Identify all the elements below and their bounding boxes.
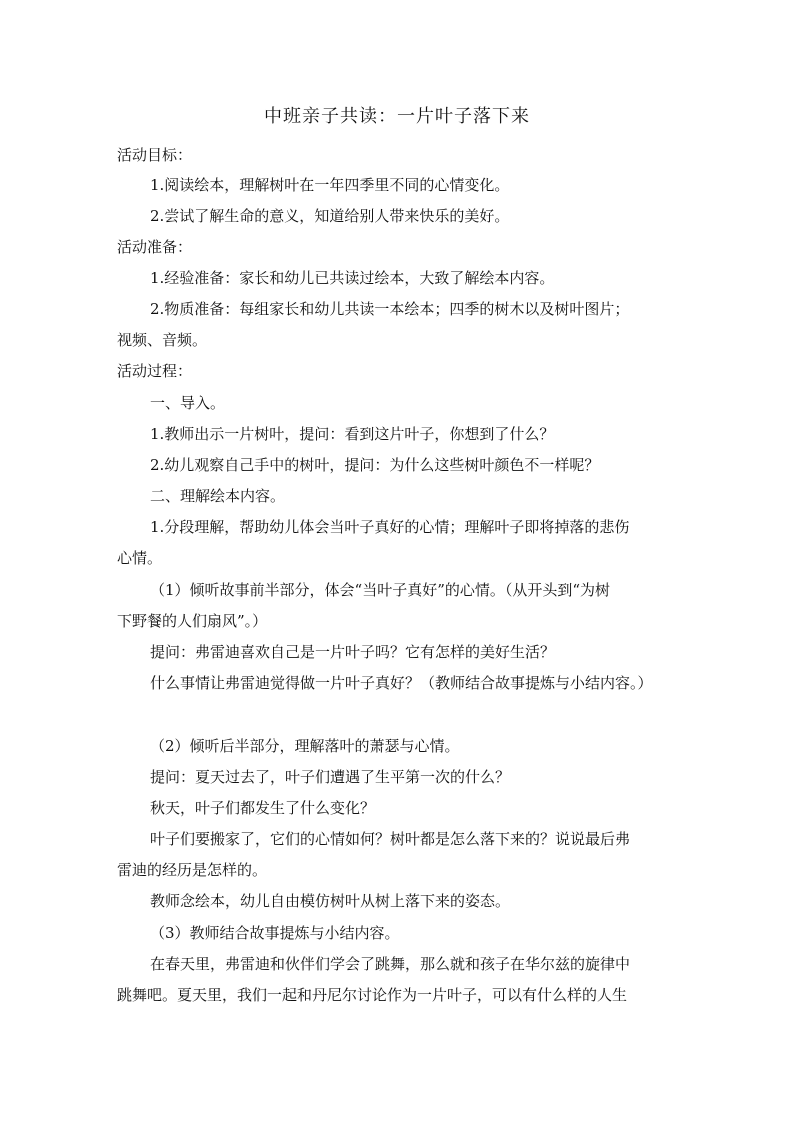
goal-item: 2.尝试了解生命的意义，知道给别人带来快乐的美好。: [150, 207, 510, 225]
prep-item: 2.物质准备：每组家长和幼儿共读一本绘本；四季的树木以及树叶图片；: [150, 300, 630, 318]
goals-heading: 活动目标：: [117, 146, 193, 164]
goal-item: 1.阅读绘本，理解树叶在一年四季里不同的心情变化。: [150, 176, 510, 194]
list-item: 1.教师出示一片树叶，提问：看到这片叶子，你想到了什么？: [150, 425, 555, 443]
section-heading: 一、导入。: [150, 394, 226, 412]
section-heading: 二、理解绘本内容。: [150, 487, 286, 505]
paragraph-continuation: 跳舞吧。夏天里，我们一起和丹尼尔讨论作为一片叶子，可以有什么样的人生: [117, 986, 628, 1004]
page-title: 中班亲子共读：一片叶子落下来: [264, 106, 530, 127]
question-continuation: 雷迪的经历是怎样的。: [117, 861, 268, 879]
paragraph-continuation: 下野餐的人们扇风”。）: [117, 612, 268, 630]
process-heading: 活动过程：: [117, 362, 193, 380]
paragraph: 教师念绘本，幼儿自由模仿树叶从树上落下来的姿态。: [150, 892, 511, 910]
question: 提问：弗雷迪喜欢自己是一片叶子吗？它有怎样的美好生活？: [150, 643, 556, 661]
paragraph: （2）倾听后半部分，理解落叶的萧瑟与心情。: [150, 737, 460, 755]
question: 什么事情让弗雷迪觉得做一片叶子真好？（教师结合故事提炼与小结内容。）: [150, 674, 653, 692]
question: 提问：夏天过去了，叶子们遭遇了生平第一次的什么？: [150, 768, 511, 786]
prep-heading: 活动准备：: [117, 238, 193, 256]
paragraph: 在春天里，弗雷迪和伙伴们学会了跳舞，那么就和孩子在华尔兹的旋律中: [150, 955, 631, 973]
question: 秋天，叶子们都发生了什么变化？: [150, 799, 376, 817]
paragraph: （1）倾听故事前半部分，体会“当叶子真好”的心情。（从开头到“为树: [150, 581, 611, 599]
list-item: 2.幼儿观察自己手中的树叶，提问：为什么这些树叶颜色不一样呢？: [150, 456, 600, 474]
prep-item-continuation: 视频、音频。: [117, 331, 208, 349]
list-item-continuation: 心情。: [117, 549, 163, 567]
list-item: 1.分段理解，帮助幼儿体会当叶子真好的心情；理解叶子即将掉落的悲伤: [150, 518, 630, 536]
prep-item: 1.经验准备：家长和幼儿已共读过绘本，大致了解绘本内容。: [150, 269, 555, 287]
question: 叶子们要搬家了，它们的心情如何？树叶都是怎么落下来的？说说最后弗: [150, 830, 631, 848]
paragraph: （3）教师结合故事提炼与小结内容。: [150, 924, 400, 942]
